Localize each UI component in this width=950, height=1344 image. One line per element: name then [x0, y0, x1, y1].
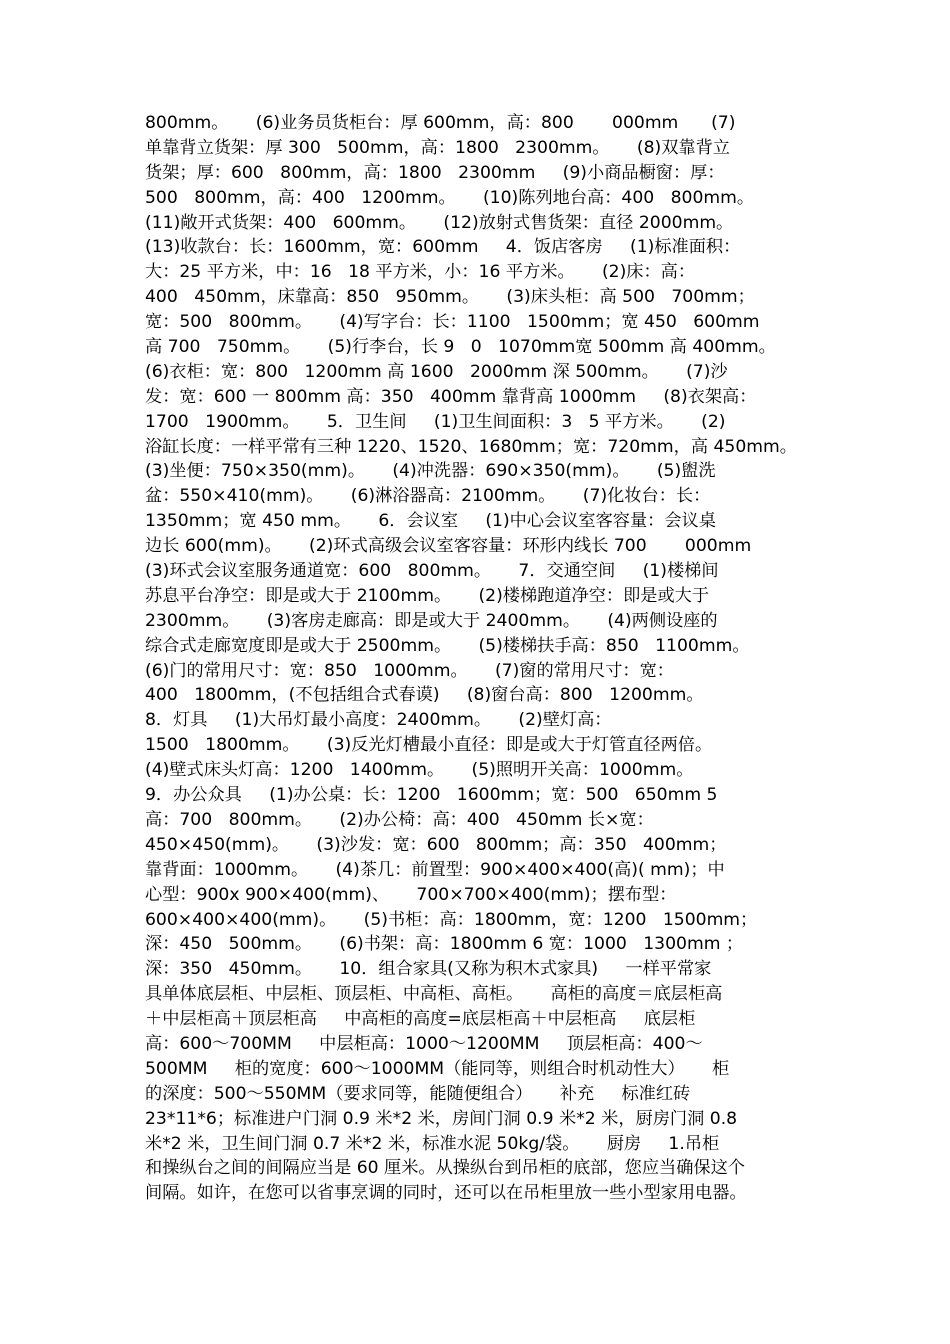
text-line: 浴缸长度：一样平常有三种 1220、1520、1680mm；宽：720mm，高 450mm。: [145, 436, 797, 457]
text-line: 8．灯具 (1)大吊灯最小高度：2400mm。 (2)壁灯高：: [145, 710, 612, 731]
text-line: 货架；厚：600 800mm，高：1800 2300mm (9)小商品橱窗：厚：: [145, 162, 725, 183]
text-line: 400 450mm，床靠高：850 950mm。 (3)床头柜：高 500 700mm；: [145, 287, 755, 308]
text-line: 米*2 米，卫生间门洞 0.7 米*2 米，标准水泥 50kg/袋。 厨房 1.吊柜: [145, 1133, 720, 1154]
text-line: 心型：900x 900×400(mm)、 700×700×400(mm)；摆布型：: [145, 884, 677, 905]
text-line: ＋中层柜高＋顶层柜高 中高柜的高度=底层柜高＋中层柜高 底层柜: [145, 1009, 696, 1030]
text-line: (3)坐便：750×350(mm)。 (4)冲洗器：690×350(mm)。 (5)盥洗: [145, 461, 716, 482]
text-line: 400 1800mm，(不包括组合式春谟) (8)窗台高：800 1200mm。: [145, 685, 704, 706]
text-line: 1700 1900mm。 5．卫生间 (1)卫生间面积：3 5 平方米。 (2): [145, 411, 726, 432]
text-line: (13)收款台：长：1600mm，宽：600mm 4．饭店客房 (1)标准面积：: [145, 237, 741, 258]
text-line: 500MM 柜的宽度：600～1000MM（能同等，则组合时机动性大） 柜: [145, 1058, 730, 1079]
text-line: 大：25 平方米，中：16 18 平方米，小：16 平方米。 (2)床：高：: [145, 262, 696, 283]
text-line: 800mm。 (6)业务员货柜台：厚 600mm，高：800 000mm (7): [145, 113, 736, 133]
text-line: 高：600～700MM 中层柜高：1000～1200MM 顶层柜高：400～: [145, 1033, 703, 1054]
text-line: 深：350 450mm。 10．组合家具(又称为积木式家具) 一样平常家: [145, 959, 712, 980]
text-line: 450×450(mm)。 (3)沙发：宽：600 800mm；高：350 400mm；: [145, 834, 727, 855]
text-line: 苏息平台净空：即是或大于 2100mm。 (2)楼梯跑道净空：即是或大于: [145, 585, 710, 606]
text-line: 600×400×400(mm)。 (5)书柜：高：1800mm，宽：1200 1500mm；: [145, 909, 758, 930]
text-line: 的深度：500～550MM（要求同等，能随便组合） 补充 标准红砖: [145, 1083, 691, 1104]
text-line: 具单体底层柜、中层柜、顶层柜、中高柜、高柜。 高柜的高度＝底层柜高: [145, 984, 723, 1005]
text-line: 高：700 800mm。 (2)办公椅：高：400 450mm 长×宽：: [145, 809, 654, 830]
text-line: (11)敞开式货架：400 600mm。 (12)放射式售货架：直径 2000mm。: [145, 212, 734, 233]
text-line: 深：450 500mm。 (6)书架：高：1800mm 6 宽：1000 1300mm ；: [145, 934, 744, 955]
text-line: 靠背面：1000mm。 (4)茶几：前置型：900×400×400(高)( mm)；中: [145, 859, 725, 880]
body-text: [145, 111, 810, 1206]
text-line: 盆：550×410(mm)。 (6)淋浴器高：2100mm。 (7)化妆台：长：: [145, 486, 711, 507]
text-line: 单靠背立货架：厚 300 500mm，高：1800 2300mm。 (8)双靠背立: [145, 137, 730, 158]
text-line: 23*11*6；标准进户门洞 0.9 米*2 米，房间门洞 0.9 米*2 米，厨房门洞 0.8: [145, 1108, 738, 1129]
text-line: 发：宽：600 一 800mm 高：350 400mm 靠背高 1000mm (8)衣架高：: [145, 386, 757, 407]
text-line: 2300mm。 (3)客房走廊高：即是或大于 2400mm。 (4)两侧设座的: [145, 610, 718, 631]
text-line: 宽：500 800mm。 (4)写字台：长：1100 1500mm；宽 450 600mm: [145, 312, 760, 333]
text-line: 高 700 750mm。 (5)行李台，长 9 0 1070mm宽 500mm 高 400mm。: [145, 337, 776, 358]
text-line: 边长 600(mm)。 (2)环式高级会议室客容量：环形内线长 700 000mm: [145, 536, 752, 557]
text-line: 间隔。如许，在您可以省事烹调的同时，还可以在吊柜里放一些小型家用电器。: [145, 1183, 747, 1204]
text-line: (6)门的常用尺寸：宽：850 1000mm。 (7)窗的常用尺寸：宽：: [145, 660, 674, 681]
text-line: 9．办公众具 (1)办公桌：长：1200 1600mm；宽：500 650mm 5: [145, 785, 718, 806]
text-line: 1350mm；宽 450 mm。 6．会议室 (1)中心会议室客容量：会议桌: [145, 511, 716, 532]
text-line: 1500 1800mm。 (3)反光灯槽最小直径：即是或大于灯管直径两倍。: [145, 735, 713, 756]
text-line: (3)环式会议室服务通道宽：600 800mm。 7．交通空间 (1)楼梯间: [145, 561, 719, 582]
text-line: (6)衣柜：宽：800 1200mm 高 1600 2000mm 深 500mm。 (7)沙: [145, 361, 728, 382]
text-line: (4)壁式床头灯高：1200 1400mm。 (5)照明开关高：1000mm。: [145, 760, 694, 781]
text-line: 和操纵台之间的间隔应当是 60 厘米。从操纵台到吊柜的底部，您应当确保这个: [145, 1158, 745, 1179]
text-line: 综合式走廊宽度即是或大于 2500mm。 (5)楼梯扶手高：850 1100mm。: [145, 635, 750, 656]
text-line: 500 800mm，高：400 1200mm。 (10)陈列地台高：400 800mm。: [145, 187, 755, 208]
